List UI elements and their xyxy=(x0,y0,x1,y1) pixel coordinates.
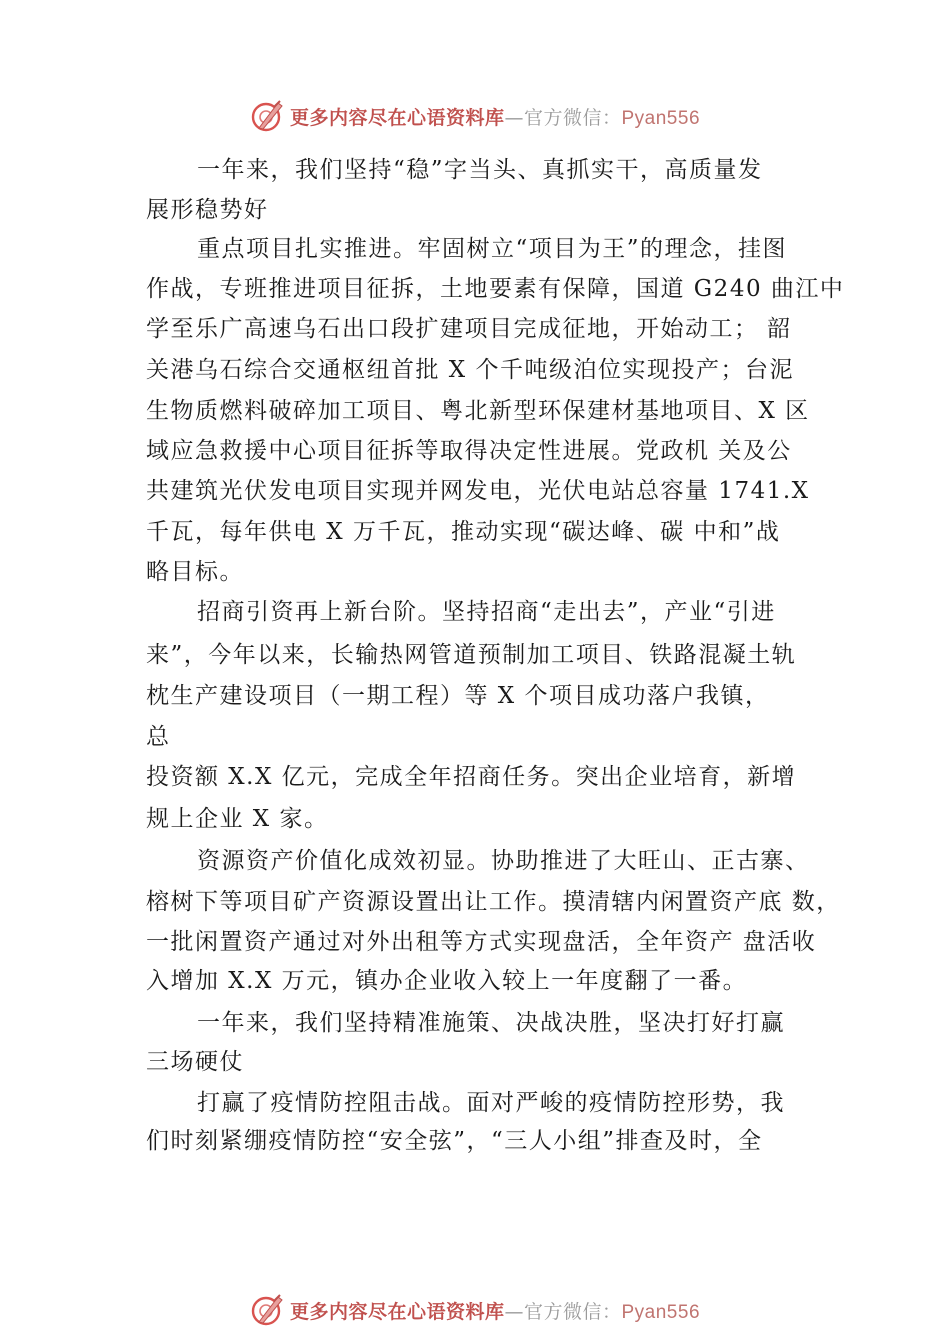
paragraph-line: 学至乐广高速乌石出口段扩建项目完成征地，开始动工； 韶 xyxy=(146,316,792,342)
paragraph-line: 来”，今年以来，长输热网管道预制加工项目、铁路混凝土轨 xyxy=(146,642,797,668)
paragraph-line: 规上企业 X 家。 xyxy=(146,806,329,832)
paragraph-line: 榕树下等项目矿产资源设置出让工作。摸清辖内闲置资产底 数， xyxy=(146,889,841,915)
paragraph-line: 共建筑光伏发电项目实现并网发电，光伏电站总容量 1741.X xyxy=(146,478,810,504)
paragraph-line: 入增加 X.X 万元，镇办企业收入较上一年度翻了一番。 xyxy=(146,968,748,994)
paragraph-line: 关港乌石综合交通枢纽首批 X 个千吨级泊位实现投产；台泥 xyxy=(146,357,794,383)
paragraph-line: 作战，专班推进项目征拆，土地要素有保障，国道 G240 曲江中 xyxy=(146,276,845,302)
quill-seal-icon xyxy=(250,1292,286,1328)
banner-wechat-label: —官方微信： xyxy=(504,106,622,129)
paragraph-line: 打赢了疫情防控阻击战。面对严峻的疫情防控形势，我 xyxy=(197,1090,785,1116)
paragraph-line: 重点项目扎实推进。牢固树立“项目为王”的理念，挂图 xyxy=(197,236,788,262)
paragraph-line: 域应急救援中心项目征拆等取得决定性进展。党政机 关及公 xyxy=(146,438,792,464)
banner-wechat-id: Pyan556 xyxy=(621,107,701,129)
paragraph-line: 三场硬仗 xyxy=(146,1049,244,1075)
paragraph-line: 一年来，我们坚持“稳”字当头、真抓实干，高质量发 xyxy=(197,157,763,183)
paragraph-line: 总 xyxy=(146,724,171,750)
banner-site-name: 更多内容尽在心语资料库 xyxy=(289,1300,505,1323)
paragraph-line: 枕生产建设项目（一期工程）等 X 个项目成功落户我镇， xyxy=(146,683,770,709)
paragraph-line: 生物质燃料破碎加工项目、粤北新型环保建材基地项目、X 区 xyxy=(146,398,810,424)
footer-watermark-banner xyxy=(0,1290,950,1330)
paragraph-line: 一年来，我们坚持精准施策、决战决胜，坚决打好打赢 xyxy=(197,1010,785,1036)
banner-wechat-label: —官方微信： xyxy=(504,1300,622,1323)
banner-site-name: 更多内容尽在心语资料库 xyxy=(289,106,505,129)
paragraph-line: 千瓦，每年供电 X 万千瓦，推动实现“碳达峰、碳 中和”战 xyxy=(146,519,781,545)
paragraph-line: 略目标。 xyxy=(146,559,244,585)
banner-wechat-id: Pyan556 xyxy=(621,1301,701,1323)
paragraph-line: 资源资产价值化成效初显。协助推进了大旺山、正古寨、 xyxy=(197,848,810,874)
paragraph-line: 展形稳势好 xyxy=(146,197,269,223)
paragraph-line: 们时刻紧绷疫情防控“安全弦”，“三人小组”排查及时，全 xyxy=(146,1128,763,1154)
paragraph-line: 招商引资再上新台阶。坚持招商“走出去”，产业“引进 xyxy=(197,599,776,625)
paragraph-line: 一批闲置资产通过对外出租等方式实现盘活，全年资产 盘活收 xyxy=(146,929,817,955)
paragraph-line: 投资额 X.X 亿元，完成全年招商任务。突出企业培育，新增 xyxy=(146,764,797,790)
footer-banner-text xyxy=(290,1297,700,1324)
